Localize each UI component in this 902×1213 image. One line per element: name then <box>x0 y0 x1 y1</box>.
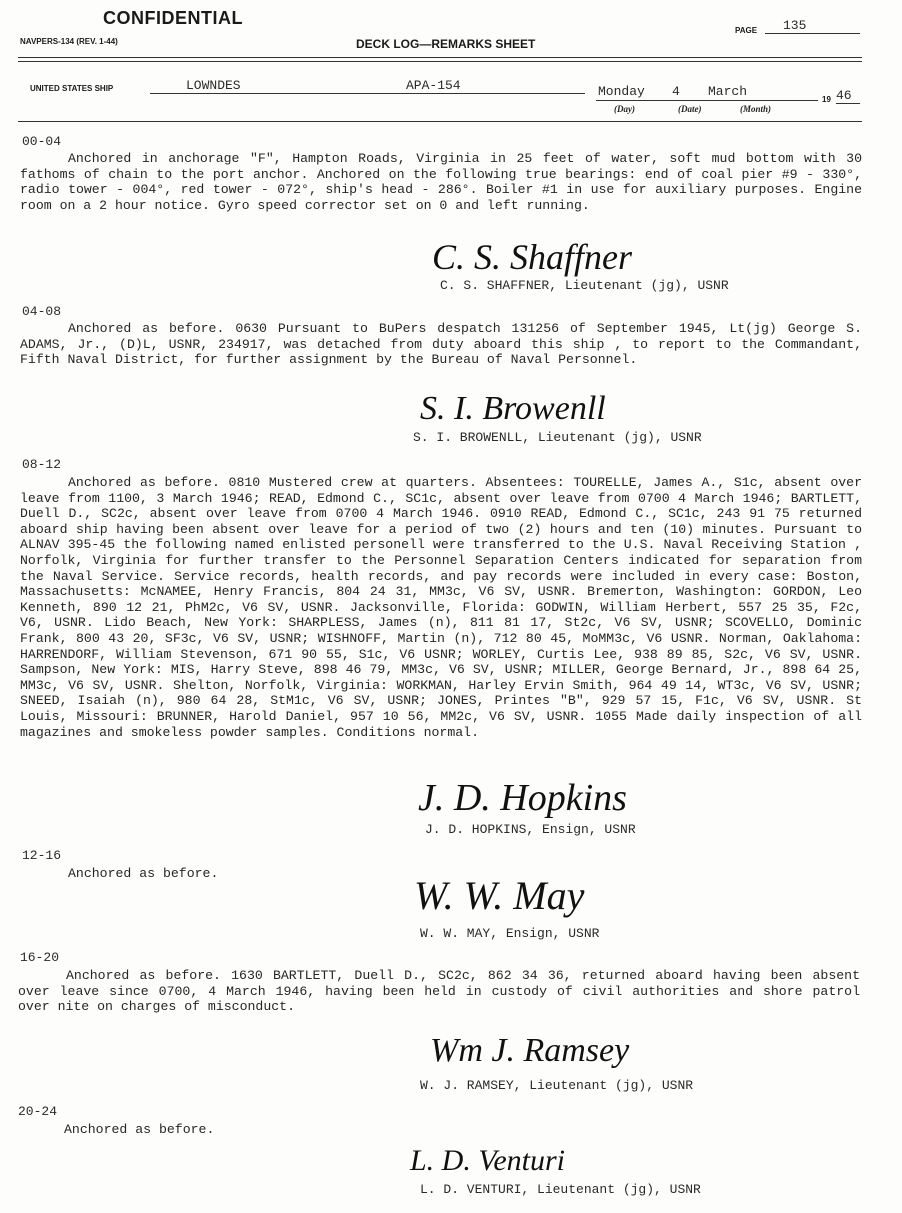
form-number: NAVPERS-134 (REV. 1-44) <box>20 37 118 46</box>
entry-text-16-20: Anchored as before. 1630 BARTLETT, Duell D., SC2c, 862 34 36, returned aboard having been absent over leave since 0700, 4 March 1946, having been held in custody of civil authorities and shore patrol over nite on charges of misconduct. <box>18 968 860 1015</box>
signature-12-16: W. W. May <box>414 873 585 918</box>
ship-name: LOWNDES <box>186 78 241 93</box>
signer-04-08: S. I. BROWENLL, Lieutenant (jg), USNR <box>413 430 702 445</box>
watch-label-12-16: 12-16 <box>22 848 62 863</box>
signature-04-08: S. I. Browenll <box>420 390 606 427</box>
year-suffix: 46 <box>836 88 860 104</box>
signature-16-20: Wm J. Ramsey <box>430 1032 630 1069</box>
signature-20-24: L. D. Venturi <box>410 1144 566 1177</box>
page-number: 135 <box>765 18 860 34</box>
watch-label-00-04: 00-04 <box>22 134 62 149</box>
date-day: 4 <box>672 84 680 99</box>
signer-20-24: L. D. VENTURI, Lieutenant (jg), USNR <box>420 1182 701 1197</box>
page-label: PAGE <box>735 26 758 35</box>
entry-text-12-16: Anchored as before. <box>68 866 219 881</box>
year-prefix: 19 <box>822 95 831 104</box>
date-caption: (Date) <box>678 104 702 114</box>
entry-text-08-12: Anchored as before. 0810 Mustered crew at quarters. Absentees: TOURELLE, James A., S1c, absent over leave from 1100, 3 March 1946; READ, Edmond C., SC1c, absent over leave from 0700 4 March 1946; BARTLETT, Duell D., SC2c, absent over leave from 0700 4 March 1946. 0910 READ, Edmond C., SC1c, 243 91 75 returned aboard ship having been absent over leave for a period of two (2) hours and ten (10) minutes. Pursuant to ALNAV 395-45 the following named enlisted personell were transferred to the U.S. Naval Receiving Station , Norfolk, Virginia for further transfer to the Personnel Separation Centers indicated for separation from the Naval Service. Service records, health records, and pay records were included in every case: Boston, Massachusetts: McNAMEE, Henry Francis, 804 24 31, MM3c, V6 SV, USNR. Bremerton, Washington: GORDON, Leo Kenneth, 890 12 21, PhM2c, V6 SV, USNR. Jacksonville, Florida: GODWIN, William Herbert, 557 25 35, F2c, V6, USNR. Lido Beach, New York: SHARPLESS, James (n), 811 81 17, St2c, V6 SV, USNR; SCOVELLO, Dominic Frank, 800 43 20, SF3c, V6 SV, USNR; WISHNOFF, Martin (n), 712 80 45, MoMM3c, V6 USNR. Norman, Oaklahoma: HARRENDORF, William Stevenson, 671 90 55, S1c, V6 USNR; WORLEY, Curtis Lee, 938 89 85, S2c, V6 SV, USNR. Sampson, New York: MIS, Harry Steve, 898 46 79, MM3c, V6 SV, USNR; MILLER, George Bernard, Jr., 898 64 25, MM3c, V6 SV, USNR. Shelton, Norfolk, Virginia: WORKMAN, Harley Ervin Smith, 964 49 14, WT3c, V6 SV, USNR; SNEED, Isaiah (n), 980 64 28, StM1c, V6 SV, USNR; JONES, Printes "B", 929 57 15, F1c, V6 SV, USNR. St Louis, Missouri: BRUNNER, Harold Daniel, 957 10 56, MM2c, V6 SV, USNR. 1055 Made daily inspection of all magazines and smokeless powder samples. Conditions normal. <box>20 475 862 740</box>
document-title: DECK LOG—REMARKS SHEET <box>356 37 536 51</box>
watch-label-04-08: 04-08 <box>22 304 62 319</box>
date-month: March <box>708 84 748 99</box>
day-name: Monday <box>598 84 645 99</box>
watch-label-20-24: 20-24 <box>18 1104 58 1119</box>
ship-name-field <box>150 78 585 94</box>
header-rule-top-2 <box>18 61 862 62</box>
entry-text-00-04: Anchored in anchorage "F", Hampton Roads, Virginia in 25 feet of water, soft mud bottom with 30 fathoms of chain to the port anchor. Anchored on the following true bearings: end of coal pier #9 - 330°, radio tower - 004°, red tower - 072°, ship's head - 286°. Boiler #1 in use for auxiliary purposes. Engine room on a 2 hour notice. Gyro speed corrector set on 0 and left running. <box>20 151 862 213</box>
month-caption: (Month) <box>740 104 772 114</box>
day-caption: (Day) <box>614 104 635 114</box>
signer-12-16: W. W. MAY, Ensign, USNR <box>420 926 600 941</box>
header-rule-top <box>18 57 862 58</box>
signature-08-12: J. D. Hopkins <box>418 777 627 819</box>
entry-text-04-08: Anchored as before. 0630 Pursuant to BuPers despatch 131256 of September 1945, Lt(jg) George S. ADAMS, Jr., (D)L, USNR, 234917, was detached from duty aboard this ship , to report to the Commandant, Fifth Naval District, for further assignment by the Bureau of Naval Personnel. <box>20 321 862 368</box>
signer-00-04: C. S. SHAFFNER, Lieutenant (jg), USNR <box>440 278 729 293</box>
signature-00-04: C. S. Shaffner <box>432 237 633 277</box>
header-rule-bottom <box>18 121 862 122</box>
date-field <box>596 84 818 101</box>
watch-label-16-20: 16-20 <box>20 950 60 965</box>
signer-08-12: J. D. HOPKINS, Ensign, USNR <box>425 822 636 837</box>
watch-label-08-12: 08-12 <box>22 457 62 472</box>
signer-16-20: W. J. RAMSEY, Lieutenant (jg), USNR <box>420 1078 694 1093</box>
entry-text-20-24: Anchored as before. <box>64 1122 215 1137</box>
hull-number: APA-154 <box>406 78 461 93</box>
ship-label: UNITED STATES SHIP <box>30 84 114 93</box>
classification-label: CONFIDENTIAL <box>103 8 243 28</box>
